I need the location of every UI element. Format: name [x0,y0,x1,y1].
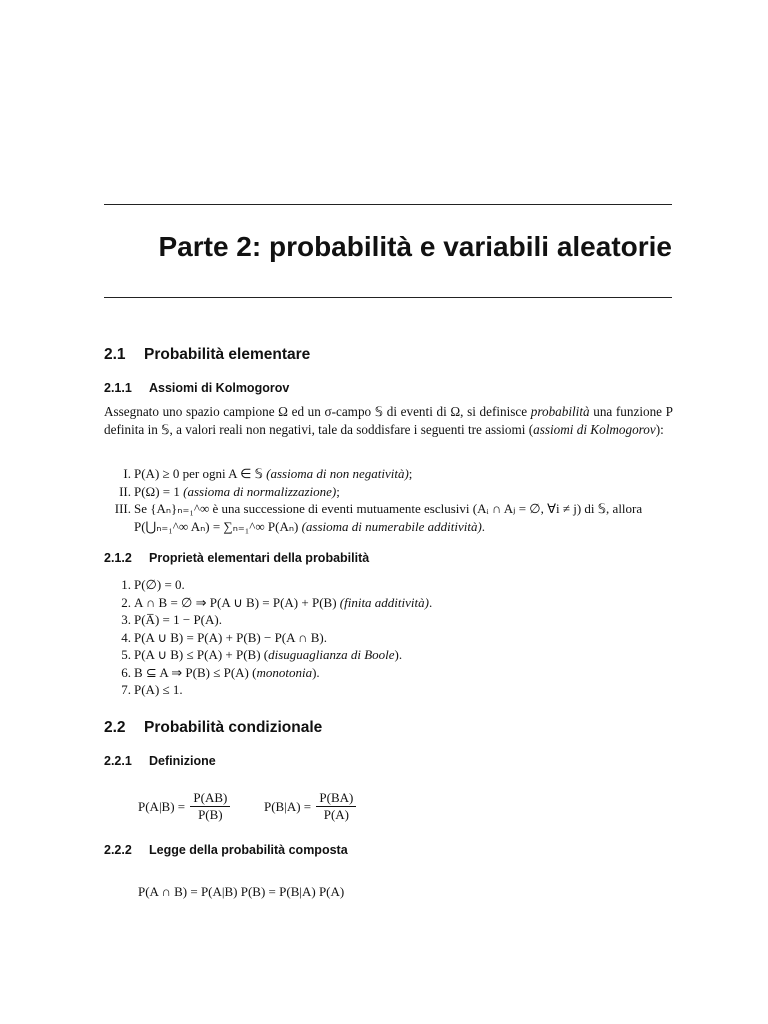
subsection-number: 2.2.1 [104,754,132,768]
property-mark: 2. [121,594,131,610]
axiom-mark: II. [119,483,131,499]
intro-text-2: una funzione P definita in 𝕊, a valori reali non negativi, tale da soddisfare i seguenti tre assiomi ( [104,404,673,437]
property-note: monotonia [256,664,313,680]
property-formula: A ∩ B = ∅ ⇒ P(A ∪ B) = P(A) + P(B) [134,594,340,610]
axioms-list [104,465,673,535]
axiom-note: (assioma di numerabile additività) [301,518,482,534]
axiom-mark: III. [114,501,131,516]
intro-text-3: ): [655,422,664,437]
property-end: ). [394,647,403,662]
section-title: Probabilità condizionale [144,719,323,736]
subsection-number: 2.1.2 [104,551,132,565]
axiom-note: (assioma di normalizzazione) [183,483,337,499]
fraction-denominator: P(B) [190,806,230,823]
property-mark: 7. [121,682,131,697]
subsection-2-1-2-heading [104,551,369,565]
chapter-title: Parte 2: probabilità e variabili aleatorie [158,231,672,262]
fraction-numerator: P(AB) [193,790,228,805]
bottom-rule [104,297,672,298]
formula-lhs: P(A|B) = [138,798,186,814]
section-2-2-heading [104,719,322,737]
property-item [104,664,673,682]
intro-text-1: Assegnato uno spazio campione Ω ed un σ-campo 𝕊 di eventi di Ω, si definisce [104,404,531,419]
property-item [104,594,673,612]
subsection-2-1-1-heading [104,381,289,395]
subsection-number: 2.2.2 [104,843,132,857]
section-number: 2.1 [104,346,126,363]
axiom-item [104,483,673,501]
property-item [104,611,673,629]
property-item [104,629,673,647]
intro-emphasis-assiomi: assiomi di Kolmogorov [533,422,656,437]
axiom-end: . [481,518,486,534]
axiom-mark: I. [123,466,131,481]
section-title: Probabilità elementare [144,346,311,363]
top-rule [104,204,672,205]
property-item [104,681,673,699]
property-end: . [428,594,433,610]
axiom-item [104,500,673,535]
subsection-title: Assiomi di Kolmogorov [149,381,290,395]
axiom-formula: Se {Aₙ}ₙ₌₁^∞ è una successione di eventi mutuamente esclusivi (Aᵢ ∩ Aⱼ = ∅, ∀i ≠ j) di 𝕊, allora P(⋃ₙ₌₁^∞ Aₙ) = ∑ₙ₌₁^∞ P(Aₙ) [134,501,643,534]
property-mark: 5. [121,647,131,662]
section-number: 2.2 [104,719,126,736]
subsection-2-2-1-heading [104,754,216,768]
property-mark: 1. [121,577,131,592]
fraction [316,790,356,823]
kolmogorov-intro-paragraph [104,403,673,439]
property-formula: B ⊆ A ⇒ P(B) ≤ P(A) ( [134,664,257,680]
axiom-end: ; [336,483,340,499]
conditional-probability-formula-2 [264,790,358,823]
fraction-numerator: P(BA) [319,790,354,805]
property-end: ). [312,664,320,680]
fraction-denominator: P(A) [316,806,356,823]
property-formula: P(A) ≤ 1. [134,682,183,697]
axiom-formula: P(A) ≥ 0 per ogni A ∈ 𝕊 [134,466,267,481]
property-formula: P(A̅) = 1 − P(A). [134,612,222,627]
property-note: disuguaglianza di Boole [268,647,395,662]
property-note: (finita additività) [339,594,429,610]
property-formula: P(A ∪ B) = P(A) + P(B) − P(A ∩ B). [134,629,327,645]
subsection-2-2-2-heading [104,843,348,857]
intro-emphasis-probabilita: probabilità [530,404,590,419]
section-2-1-heading [104,346,310,364]
subsection-title: Legge della probabilità composta [149,843,348,857]
property-formula: P(A ∪ B) ≤ P(A) + P(B) ( [134,647,269,662]
property-mark: 6. [121,664,131,680]
property-formula: P(∅) = 0. [134,577,185,592]
subsection-number: 2.1.1 [104,381,132,395]
property-mark: 3. [121,612,131,627]
conditional-probability-formula-1 [138,790,232,823]
axiom-note: (assioma di non negatività) [266,466,409,481]
property-mark: 4. [121,629,131,645]
axiom-formula: P(Ω) = 1 [134,483,184,499]
formula-lhs: P(B|A) = [264,798,312,814]
subsection-title: Proprietà elementari della probabilità [149,551,370,565]
property-item [104,646,673,664]
axiom-item [104,465,673,483]
property-item [104,576,673,594]
compound-probability-formula: P(A ∩ B) = P(A|B) P(B) = P(B|A) P(A) [138,884,345,899]
subsection-title: Definizione [149,754,216,768]
axiom-end: ; [408,466,413,481]
fraction [190,790,230,823]
properties-list [104,576,673,699]
